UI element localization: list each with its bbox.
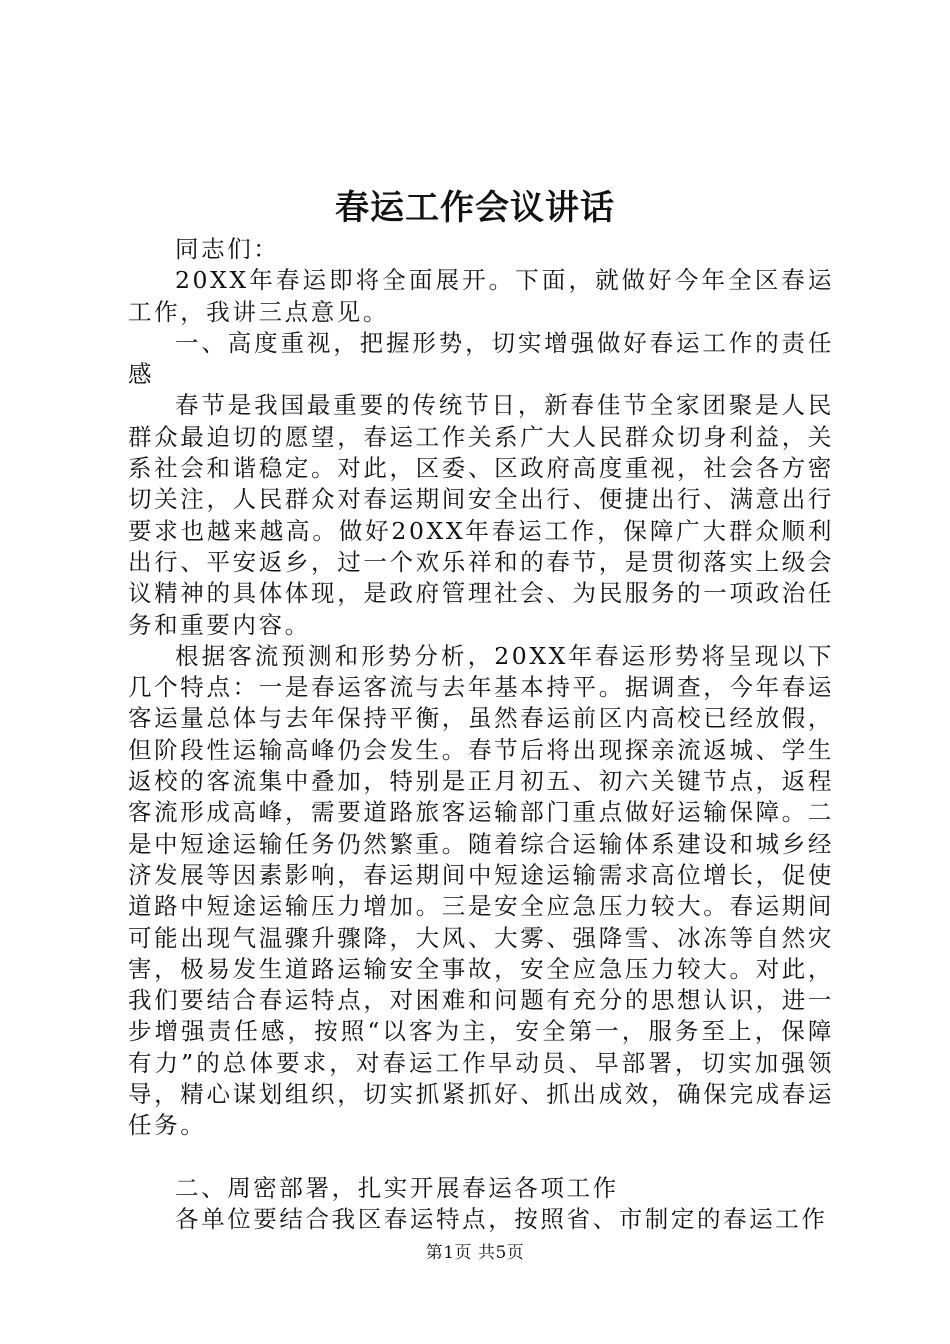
- document-title: 春运工作会议讲话: [335, 188, 615, 228]
- document-body: [128, 234, 834, 1235]
- body-paragraph: 各单位要结合我区春运特点，按照省、市制定的春运工作: [175, 1204, 828, 1233]
- section-heading-2: 二、周密部署，扎实开展春运各项工作: [175, 1173, 619, 1202]
- body-paragraph: 春节是我国最重要的传统节日，新春佳节全家团聚是人民群众最迫切的愿望，春运工作关系广大人民群众切身利益，关系社会和谐稳定。对此，区委、区政府高度重视，社会各方密切关注，人民群众对春运期间安全出行、便捷出行、满意出行要求也越来越高。做好20XX年春运工作，保障广大群众顺利出行、平安返乡，过一个欢乐祥和的春节，是贯彻落实上级会议精神的具体体现，是政府管理社会、为民服务的一项政治任务和重要内容。: [128, 391, 834, 639]
- section-heading-1: 一、高度重视，把握形势，切实增强做好春运工作的责任感: [128, 328, 834, 389]
- page-footer: 第1页 共5页: [425, 1243, 525, 1263]
- body-paragraph: 根据客流预测和形势分析，20XX年春运形势将呈现以下几个特点：一是春运客流与去年基本持平。据调查，今年春运客运量总体与去年保持平衡，虽然春运前区内高校已经放假，但阶段性运输高峰仍会发生。春节后将出现探亲流返城、学生返校的客流集中叠加，特别是正月初五、初六关键节点，返程客流形成高峰，需要道路旅客运输部门重点做好运输保障。二是中短途运输任务仍然繁重。随着综合运输体系建设和城乡经济发展等因素影响，春运期间中短途运输需求高位增长，促使道路中短途运输压力增加。三是安全应急压力较大。春运期间可能出现气温骤升骤降，大风、大雾、强降雪、冰冻等自然灾害，极易发生道路运输安全事故，安全应急压力较大。对此，我们要结合春运特点，对困难和问题有充分的思想认识，进一步增强责任感，按照“以客为主，安全第一，服务至上，保障有力”的总体要求，对春运工作早动员、早部署，切实加强领导，精心谋划组织，切实抓紧抓好、抓出成效，确保完成春运任务。: [128, 641, 834, 1140]
- salutation-paragraph: 同志们：: [175, 235, 280, 263]
- intro-paragraph: 20XX年春运即将全面展开。下面，就做好今年全区春运工作，我讲三点意见。: [128, 266, 834, 326]
